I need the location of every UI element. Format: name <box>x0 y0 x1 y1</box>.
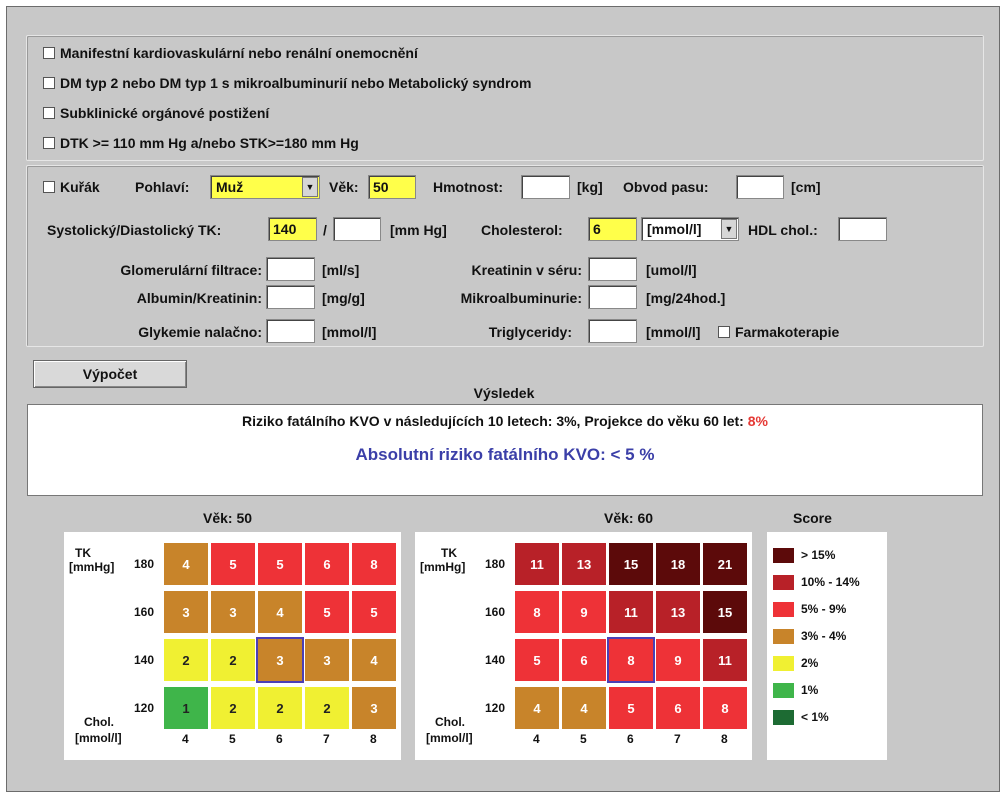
y-tick-label: 140 <box>134 653 155 667</box>
gfr-input[interactable] <box>266 257 315 281</box>
risk-50-cell: 3 <box>164 591 208 633</box>
risk-50-cell: 8 <box>352 543 396 585</box>
dropdown-arrow-icon[interactable]: ▼ <box>302 177 318 197</box>
y-axis-title: TK <box>75 546 91 560</box>
condition-checkbox-cvd[interactable]: Manifestní kardiovaskulární nebo renální onemocnění <box>43 45 418 61</box>
risk-60-cell: 11 <box>609 591 653 633</box>
risk-50-cell: 4 <box>258 591 302 633</box>
condition-checkbox-dm[interactable]: DM typ 2 nebo DM typ 1 s mikroalbuminurií nebo Metabolický syndrom <box>43 75 531 91</box>
cholesterol-input[interactable]: 6 <box>588 217 637 241</box>
creatinine-label: Kreatinin v séru: <box>471 262 582 278</box>
triglycerides-label: Triglyceridy: <box>488 324 572 340</box>
result-panel <box>27 404 983 496</box>
risk-60-cell: 4 <box>515 687 559 729</box>
risk-60-cell: 21 <box>703 543 747 585</box>
bp-unit: [mm Hg] <box>390 222 447 238</box>
triglycerides-unit: [mmol/l] <box>646 324 701 340</box>
x-tick-label: 4 <box>533 732 540 746</box>
hdl-label: HDL chol.: <box>748 222 818 238</box>
risk-60-cell: 15 <box>703 591 747 633</box>
patient-form-group <box>26 165 984 347</box>
age-label: Věk: <box>329 179 359 195</box>
sex-label: Pohlaví: <box>135 179 190 195</box>
microalbuminuria-unit: [mg/24hod.] <box>646 290 726 306</box>
weight-label: Hmotnost: <box>433 179 503 195</box>
risk-50-cell: 5 <box>305 591 349 633</box>
checkbox-icon[interactable] <box>718 326 730 338</box>
waist-input[interactable] <box>736 175 784 199</box>
risk-50-cell: 3 <box>305 639 349 681</box>
risk-50-cell: 2 <box>164 639 208 681</box>
legend-swatch <box>773 710 794 725</box>
pharmacotherapy-checkbox[interactable]: Farmakoterapie <box>718 324 839 340</box>
risk-60-cell: 9 <box>656 639 700 681</box>
x-axis-unit: [mmol/l] <box>75 731 122 745</box>
y-tick-label: 120 <box>134 701 155 715</box>
x-tick-label: 6 <box>627 732 634 746</box>
waist-unit: [cm] <box>791 179 821 195</box>
risk-50-cell: 5 <box>258 543 302 585</box>
score-legend <box>767 532 887 760</box>
sex-select[interactable]: Muž ▼ <box>210 175 320 199</box>
x-tick-label: 5 <box>580 732 587 746</box>
y-tick-label: 180 <box>485 557 506 571</box>
cholesterol-unit-select[interactable]: [mmol/l] ▼ <box>641 217 739 241</box>
risk-60-cell: 11 <box>703 639 747 681</box>
risk-50-cell: 3 <box>211 591 255 633</box>
bp-slash: / <box>323 222 327 238</box>
x-tick-label: 5 <box>229 732 236 746</box>
risk-60-cell: 6 <box>562 639 606 681</box>
legend-label: 2% <box>801 656 819 670</box>
gfr-label: Glomerulární filtrace: <box>120 262 262 278</box>
smoker-checkbox[interactable]: Kuřák <box>43 179 100 195</box>
risk-60-cell: 8 <box>609 639 653 681</box>
albumin-input[interactable] <box>266 285 315 309</box>
absolute-risk-text: Absolutní riziko fatálního KVO: < 5 % <box>355 445 655 464</box>
y-tick-label: 160 <box>485 605 506 619</box>
risk-50-cell: 2 <box>258 687 302 729</box>
conditions-group <box>26 35 984 161</box>
creatinine-unit: [umol/l] <box>646 262 697 278</box>
checkbox-icon[interactable] <box>43 137 55 149</box>
legend-swatch <box>773 629 794 644</box>
triglycerides-input[interactable] <box>588 319 637 343</box>
x-tick-label: 6 <box>276 732 283 746</box>
risk-50-cell: 3 <box>352 687 396 729</box>
risk-chart-age-50 <box>64 532 401 760</box>
risk-50-cell: 5 <box>352 591 396 633</box>
result-heading: Výsledek <box>473 385 535 401</box>
glycemia-unit: [mmol/l] <box>322 324 377 340</box>
risk-60-cell: 6 <box>656 687 700 729</box>
risk-50-cell: 4 <box>352 639 396 681</box>
risk-50-cell: 2 <box>211 639 255 681</box>
y-axis-unit: [mmHg] <box>69 560 115 574</box>
legend-label: 1% <box>801 683 819 697</box>
weight-input[interactable] <box>521 175 570 199</box>
risk-projection-value: 8% <box>747 413 768 429</box>
creatinine-input[interactable] <box>588 257 637 281</box>
risk-60-cell: 9 <box>562 591 606 633</box>
glycemia-label: Glykemie nalačno: <box>138 324 262 340</box>
risk-60-cell: 13 <box>656 591 700 633</box>
risk-60-cell: 18 <box>656 543 700 585</box>
risk-50-cell: 4 <box>164 543 208 585</box>
condition-checkbox-organ-damage[interactable]: Subklinické orgánové postižení <box>43 105 269 121</box>
dropdown-arrow-icon[interactable]: ▼ <box>721 219 737 239</box>
x-axis-title: Chol. <box>84 715 114 729</box>
albumin-unit: [mg/g] <box>322 290 365 306</box>
risk-50-cell: 1 <box>164 687 208 729</box>
albumin-label: Albumin/Kreatinin: <box>136 290 262 306</box>
risk-10y-text: Riziko fatálního KVO v následujících 10 letech: 3%, Projekce do věku 60 let: <box>242 413 744 429</box>
left-chart-title: Věk: 50 <box>203 510 253 526</box>
legend-title: Score <box>793 510 832 526</box>
risk-60-cell: 15 <box>609 543 653 585</box>
systolic-input[interactable]: 140 <box>268 217 317 241</box>
risk-50-cell: 5 <box>211 543 255 585</box>
x-axis-unit: [mmol/l] <box>426 731 473 745</box>
risk-50-cell: 2 <box>305 687 349 729</box>
legend-swatch <box>773 548 794 563</box>
gfr-unit: [ml/s] <box>322 262 360 278</box>
legend-swatch <box>773 656 794 671</box>
age-input[interactable]: 50 <box>368 175 416 199</box>
calculate-button[interactable]: Výpočet <box>33 360 187 388</box>
bp-label: Systolický/Diastolický TK: <box>47 222 222 238</box>
microalbuminuria-label: Mikroalbuminurie: <box>460 290 582 306</box>
checkbox-icon[interactable] <box>43 181 55 193</box>
x-tick-label: 8 <box>721 732 728 746</box>
risk-60-cell: 5 <box>515 639 559 681</box>
x-tick-label: 7 <box>674 732 681 746</box>
legend-swatch <box>773 602 794 617</box>
cholesterol-label: Cholesterol: <box>481 222 563 238</box>
right-chart-title: Věk: 60 <box>604 510 654 526</box>
y-tick-label: 140 <box>485 653 506 667</box>
risk-60-cell: 11 <box>515 543 559 585</box>
legend-label: > 15% <box>801 548 836 562</box>
risk-50-cell: 2 <box>211 687 255 729</box>
risk-60-cell: 8 <box>703 687 747 729</box>
risk-60-cell: 4 <box>562 687 606 729</box>
legend-label: 5% - 9% <box>801 602 847 616</box>
risk-10y-line <box>28 413 982 429</box>
y-tick-label: 120 <box>485 701 506 715</box>
legend-swatch <box>773 683 794 698</box>
y-axis-title: TK <box>441 546 457 560</box>
legend-swatch <box>773 575 794 590</box>
x-tick-label: 8 <box>370 732 377 746</box>
checkbox-icon[interactable] <box>43 47 55 59</box>
legend-label: 3% - 4% <box>801 629 847 643</box>
risk-chart-age-60 <box>415 532 752 760</box>
calculator-window <box>6 6 1000 792</box>
risk-60-cell: 13 <box>562 543 606 585</box>
legend-label: < 1% <box>801 710 829 724</box>
waist-label: Obvod pasu: <box>623 179 709 195</box>
legend-label: 10% - 14% <box>801 575 860 589</box>
risk-50-cell: 3 <box>258 639 302 681</box>
x-tick-label: 7 <box>323 732 330 746</box>
checkbox-icon[interactable] <box>43 77 55 89</box>
y-axis-unit: [mmHg] <box>420 560 466 574</box>
diastolic-input[interactable] <box>333 217 381 241</box>
weight-unit: [kg] <box>577 179 603 195</box>
risk-50-cell: 6 <box>305 543 349 585</box>
x-tick-label: 4 <box>182 732 189 746</box>
hdl-input[interactable] <box>838 217 887 241</box>
risk-60-cell: 5 <box>609 687 653 729</box>
y-tick-label: 180 <box>134 557 155 571</box>
checkbox-icon[interactable] <box>43 107 55 119</box>
condition-checkbox-bp[interactable]: DTK >= 110 mm Hg a/nebo STK>=180 mm Hg <box>43 135 359 151</box>
risk-60-cell: 8 <box>515 591 559 633</box>
x-axis-title: Chol. <box>435 715 465 729</box>
microalbuminuria-input[interactable] <box>588 285 637 309</box>
y-tick-label: 160 <box>134 605 155 619</box>
glycemia-input[interactable] <box>266 319 315 343</box>
